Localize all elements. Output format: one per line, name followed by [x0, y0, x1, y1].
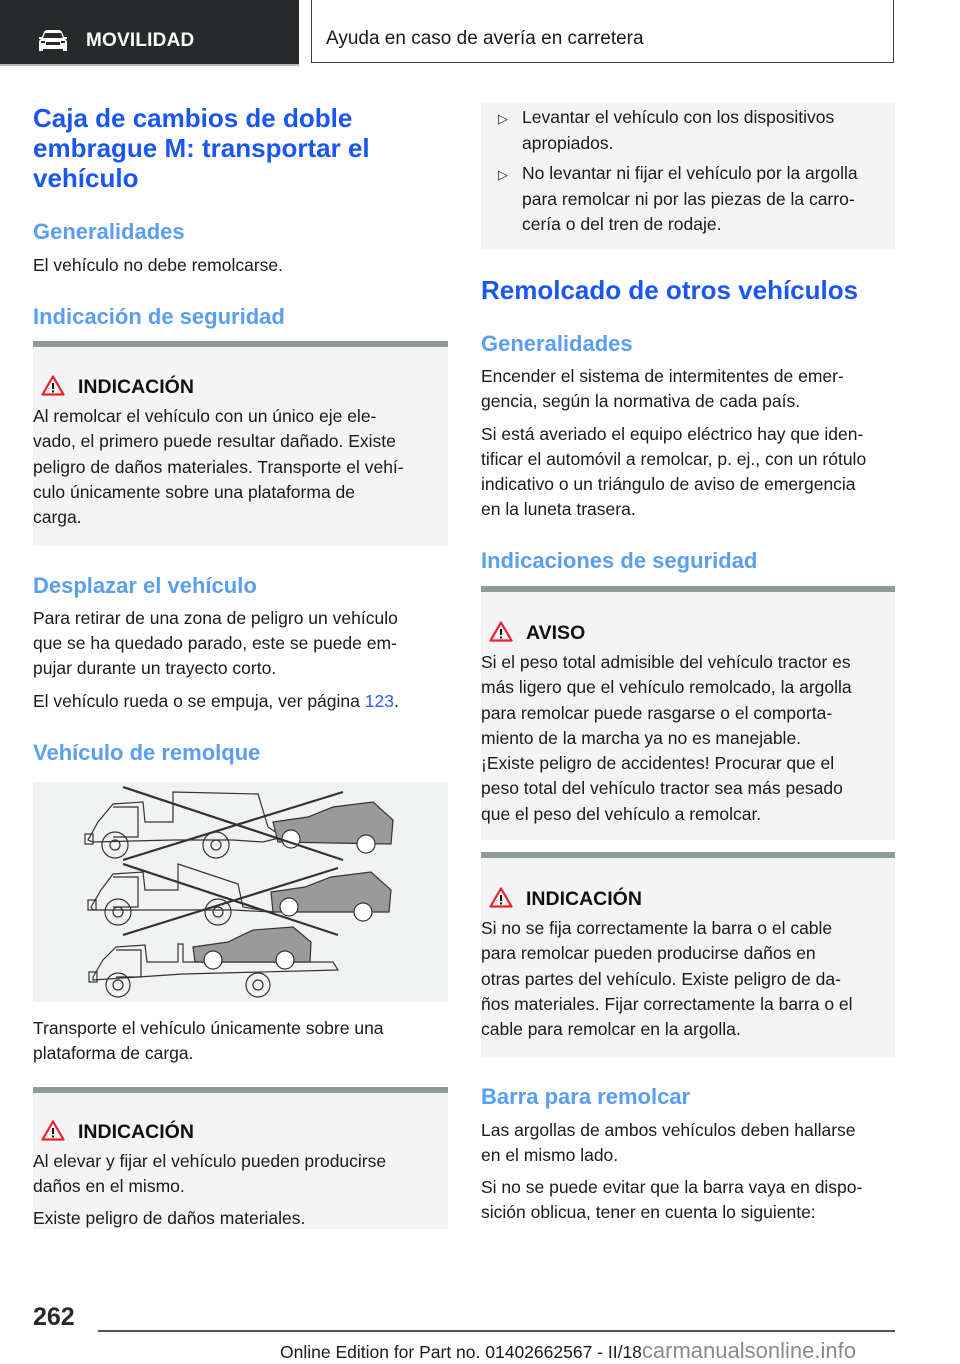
warning-line: Si el peso total admisible del vehículo tractor es [481, 652, 851, 672]
warning-title: AVISO [526, 622, 586, 644]
warning-line: miento de la marcha ya no es manejable. [481, 727, 802, 748]
notice-line: Si no se fija correctamente la barra o el cable [481, 918, 833, 938]
notice-line: daños en el mismo. [33, 1176, 185, 1197]
text-line: Si está averiado el equipo eléctrico hay que iden- [481, 424, 864, 444]
notice-body [33, 1149, 438, 1231]
notice-line: culo únicamente sobre una plataforma de [33, 481, 356, 502]
heading-generalidades: Generalidades [33, 219, 185, 244]
section-label: MOVILIDAD [86, 30, 195, 51]
caption-line: Transporte el vehículo únicamente sobre una [33, 1018, 384, 1038]
car-front-icon [37, 29, 69, 53]
footer-edition [280, 1338, 856, 1364]
caption-line: plataforma de carga. [33, 1043, 194, 1063]
bullet-triangle-icon: ▷ [498, 111, 508, 126]
list-item [498, 105, 835, 156]
heading-barra-remolcar: Barra para remolcar [481, 1084, 691, 1109]
list-line: apropiados. [522, 132, 614, 153]
notice-line: para remolcar pueden producirse daños en [481, 943, 816, 964]
page-title [33, 103, 370, 193]
warning-triangle-icon [41, 1120, 65, 1141]
notice-line: peligro de daños materiales. Transporte el vehí- [33, 456, 404, 477]
page-reference [33, 689, 399, 714]
figure-caption [33, 1016, 384, 1066]
heading-desplazar: Desplazar el vehículo [33, 573, 257, 598]
notice-box [33, 1087, 448, 1229]
warning-body [481, 650, 886, 827]
heading-vehiculo-remolque: Vehículo de remolque [33, 740, 261, 765]
notice-title: INDICACIÓN [526, 888, 642, 910]
notice-line: carga. [33, 507, 82, 528]
page-link[interactable]: 123 [364, 691, 394, 711]
chapter-title: Ayuda en caso de avería en carretera [326, 28, 644, 49]
notice-body [33, 404, 438, 530]
notice-title: INDICACIÓN [78, 376, 194, 398]
notice-line: Al elevar y fijar el vehículo pueden producirse [33, 1151, 387, 1171]
title-line: Caja de cambios de doble [33, 103, 353, 133]
reference-text: El vehículo rueda o se empuja, ver página [33, 691, 365, 711]
warning-line: que el peso del vehículo a remolcar. [481, 803, 762, 824]
generalidades-text: El vehículo no debe remolcarse. [33, 255, 283, 275]
heading-indicacion-seguridad: Indicación de seguridad [33, 304, 285, 329]
list-line: para remolcar ni por las piezas de la carro- [522, 188, 855, 209]
page-number: 262 [33, 1303, 75, 1331]
tow-truck-figure [33, 782, 448, 1002]
generalidades-para1 [481, 364, 844, 414]
desplazar-text [33, 606, 398, 681]
text-line: sición oblicua, tener en cuenta lo siguiente: [481, 1202, 816, 1222]
text-line: tificar el automóvil a remolcar, p. ej., con un rótulo [481, 449, 867, 469]
warning-line: para remolcar puede rasgarse o el comporta- [481, 702, 833, 723]
continued-list [481, 103, 895, 249]
reference-end: . [393, 691, 399, 711]
tow-truck-illustration [33, 782, 448, 1002]
heading-indicaciones-seguridad: Indicaciones de seguridad [481, 548, 758, 573]
warning-line: ¡Existe peligro de accidentes! Procurar que el [481, 753, 835, 774]
heading-generalidades: Generalidades [481, 331, 633, 356]
text-line: gencia, según la normativa de cada país. [481, 391, 801, 411]
warning-line: más ligero que el vehículo remolcado, la argolla [481, 677, 852, 698]
text-line: pujar durante un trayecto corto. [33, 658, 277, 678]
notice-line: Existe peligro de daños materiales. [33, 1207, 306, 1228]
list-line: No levantar ni fijar el vehículo por la argolla [522, 163, 858, 183]
notice-line: ños materiales. Fijar correctamente la barra o el [481, 993, 853, 1014]
warning-box [481, 586, 895, 840]
text-line: indicativo o un triángulo de aviso de emergencia [481, 474, 856, 494]
bullet-triangle-icon: ▷ [498, 167, 508, 182]
text-line: Las argollas de ambos vehículos deben hallarse [481, 1120, 856, 1140]
barra-para1 [481, 1118, 856, 1168]
list-item [498, 161, 858, 238]
warning-triangle-icon [41, 375, 65, 396]
section-title: Remolcado de otros vehículos [481, 275, 859, 305]
edition-text: Online Edition for Part no. 01402662567 - II/18 [280, 1342, 642, 1362]
watermark: carmanualsonline.info [641, 1338, 856, 1363]
list-line: Levantar el vehículo con los dispositivos [522, 107, 835, 127]
section-tab [0, 0, 299, 66]
notice-line: Al remolcar el vehículo con un único eje ele- [33, 406, 377, 426]
text-line: Encender el sistema de intermitentes de emer- [481, 366, 844, 386]
title-line: embrague M: transportar el [33, 133, 370, 163]
generalidades-para2 [481, 422, 866, 522]
notice-line: cable para remolcar en la argolla. [481, 1019, 741, 1040]
warning-line: peso total del vehículo tractor sea más pesado [481, 778, 843, 799]
title-line: vehículo [33, 163, 139, 193]
footer-divider [98, 1330, 895, 1332]
notice-title: INDICACIÓN [78, 1121, 194, 1143]
text-line: que se ha quedado parado, este se puede em- [33, 633, 397, 653]
chapter-header [311, 0, 894, 63]
text-line: Para retirar de una zona de peligro un vehículo [33, 608, 398, 628]
notice-box [33, 341, 448, 546]
barra-para2 [481, 1175, 862, 1225]
text-line: en el mismo lado. [481, 1145, 619, 1165]
warning-triangle-icon [489, 887, 513, 908]
notice-body [481, 916, 886, 1042]
notice-line: otras partes del vehículo. Existe peligro de da- [481, 968, 841, 989]
text-line: Si no se puede evitar que la barra vaya en dispo- [481, 1177, 863, 1197]
notice-line: vado, el primero puede resultar dañado. Existe [33, 431, 396, 452]
text-line: en la luneta trasera. [481, 499, 636, 519]
list-line: cería o del tren de rodaje. [522, 214, 722, 234]
warning-triangle-icon [489, 621, 513, 642]
notice-box [481, 852, 895, 1057]
